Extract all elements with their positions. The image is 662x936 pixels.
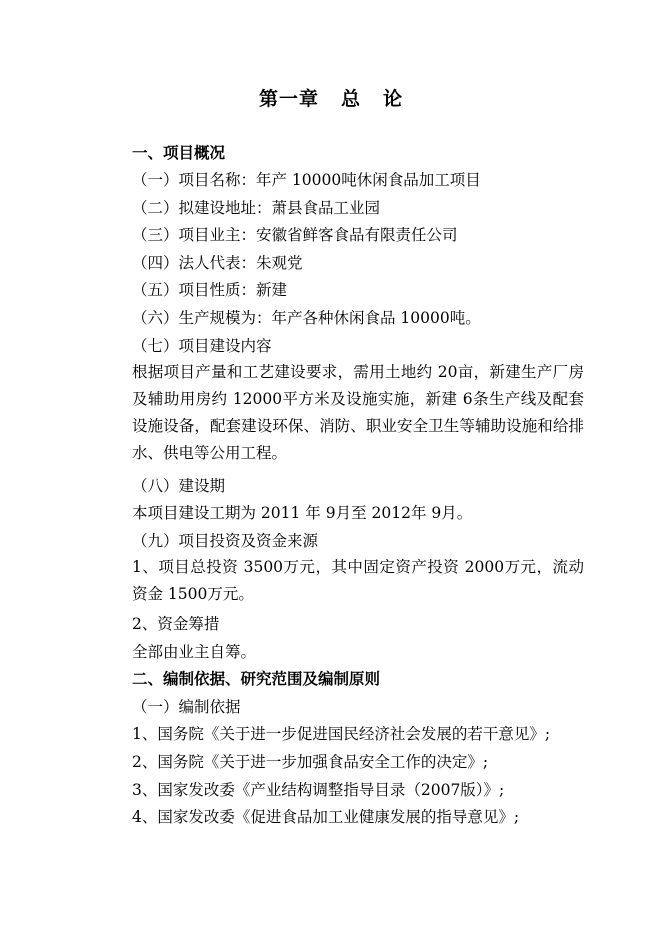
basis-item-3: 3、国家发改委《产业结构调整指导目录（2007版）》;	[132, 781, 505, 799]
period-heading: （八）建设期	[132, 477, 226, 495]
chapter-title	[0, 84, 662, 111]
section1-item-3: （三）项目业主：安徽省鲜客食品有限责任公司	[132, 226, 458, 244]
basis-item-2: 2、国务院《关于进一步加强食品安全工作的决定》;	[132, 753, 489, 771]
investment-item-1: 1、项目总投资 3500万元，其中固定资产投资 2000万元，流动资金 1500万元。	[132, 558, 584, 603]
section2-sub-heading: （一）编制依据	[132, 698, 241, 716]
section1-item-7: （七）项目建设内容	[132, 337, 272, 355]
section1-item-2: （二）拟建设地址：萧县食品工业园	[132, 199, 381, 217]
basis-item-1: 1、国务院《关于进一步促进国民经济社会发展的若干意见》;	[132, 725, 551, 743]
section1-heading: 一、项目概况	[132, 144, 226, 162]
section1-item-1: （一）项目名称：年产 10000吨休闲食品加工项目	[132, 171, 481, 189]
construction-content-paragraph: 根据项目产量和工艺建设要求，需用土地约 20亩，新建生产厂房及辅助用房约 12000平方米及设施实施，新建 6条生产线及配套设施设备，配套建设环保、消防、职业安全卫生等辅助设施和给排水、供电等公用工程。	[132, 363, 584, 462]
chapter-title-part3: 论	[383, 88, 404, 110]
chapter-title-part2: 总	[340, 88, 361, 110]
period-text: 本项目建设工期为 2011 年 9月至 2012年 9月。	[132, 504, 473, 522]
section1-item-5: （五）项目性质：新建	[132, 281, 288, 299]
investment-item-2-text: 全部由业主自筹。	[132, 643, 257, 661]
investment-heading: （九）项目投资及资金来源	[132, 532, 319, 550]
chapter-title-part1: 第一章	[258, 88, 319, 110]
basis-item-4: 4、国家发改委《促进食品加工业健康发展的指导意见》;	[132, 808, 520, 826]
investment-item-2: 2、资金筹措	[132, 615, 220, 633]
section2-heading: 二、编制依据、研究范围及编制原则	[132, 670, 381, 688]
section1-item-4: （四）法人代表：朱观党	[132, 254, 303, 272]
section1-item-6: （六）生产规模为：年产各种休闲食品 10000吨。	[132, 309, 481, 327]
